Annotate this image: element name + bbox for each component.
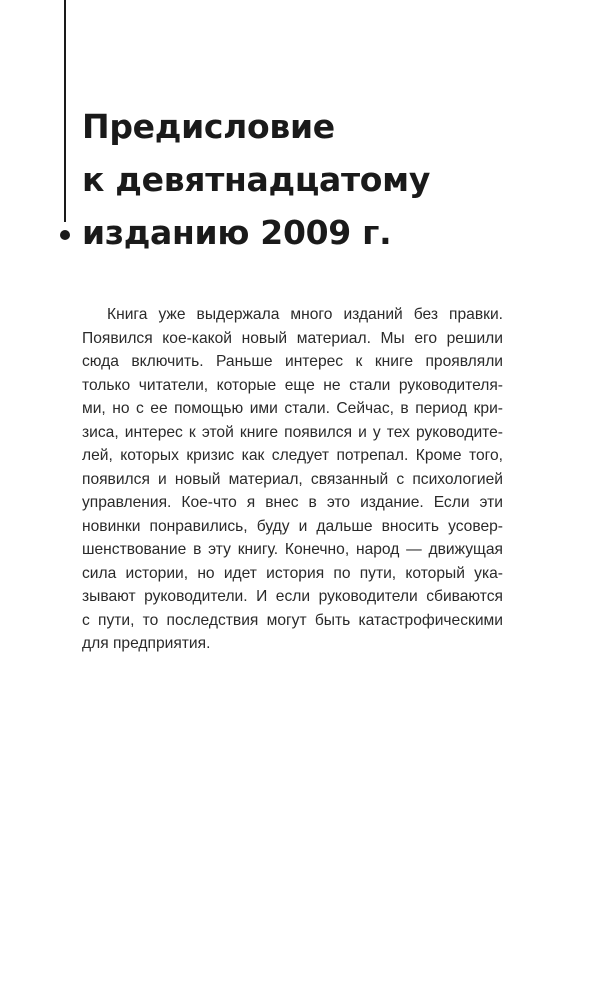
paragraph-line: зиса, интерес к этой книге появился и у тех руководите-: [82, 423, 503, 441]
rule-end-dot: [60, 230, 70, 240]
paragraph-line: ми, но с ее помощью ими стали. Сейчас, в период кри-: [82, 400, 503, 417]
paragraph-line: новинки понравились, буду и дальше вносить усовер-: [82, 517, 503, 535]
vertical-rule: [64, 0, 66, 222]
paragraph-line: появился и новый материал, связанный с психологией: [82, 470, 503, 488]
body-paragraph: [82, 303, 503, 656]
chapter-title-line-1: Предисловие: [82, 107, 335, 146]
paragraph-line: сюда включить. Раньше интерес к книге проявляли: [82, 353, 503, 370]
chapter-title-line-3: изданию 2009 г.: [82, 213, 392, 252]
chapter-title-line-2: к девятнадцатому: [82, 160, 431, 199]
chapter-title: [82, 100, 582, 259]
paragraph-line: сила истории, но идет история по пути, который ука-: [82, 564, 503, 582]
paragraph-line: лей, которых кризис как следует потрепал. Кроме того,: [82, 447, 503, 464]
paragraph-line: с пути, то последствия могут быть катастрофическими: [82, 611, 503, 629]
paragraph-line: зывают руководители. И если руководители сбиваются: [82, 588, 503, 605]
paragraph-line: только читатели, которые еще не стали руководителя-: [82, 376, 503, 394]
paragraph-line: шенствование в эту книгу. Конечно, народ — движущая: [82, 541, 503, 558]
paragraph-line: управления. Кое-что я внес в это издание. Если эти: [82, 494, 503, 511]
paragraph-line: Книга уже выдержала много изданий без правки.: [107, 306, 503, 323]
paragraph-line: для предприятия.: [82, 635, 211, 652]
paragraph-line: Появился кое-какой новый материал. Мы его решили: [82, 329, 503, 347]
